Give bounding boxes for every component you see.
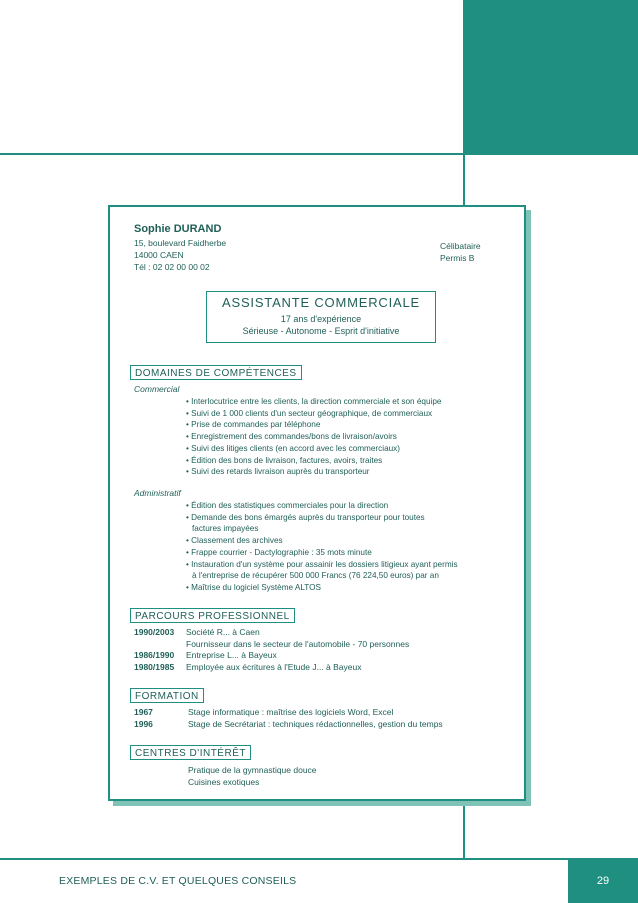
list-item: • Demande des bons émargés auprès du transporteur pour toutes: [186, 512, 425, 522]
cv-address: [134, 237, 226, 273]
entry-text: Société R... à Caen: [186, 627, 260, 637]
decorative-teal-block: [463, 0, 638, 153]
parcours-entry: [134, 627, 409, 673]
commercial-list: [186, 396, 441, 478]
entry-text: Fournisseur dans le secteur de l'automobile - 70 personnes: [186, 638, 410, 649]
list-item: • Prise de commandes par téléphone: [186, 420, 321, 430]
qualities: Sérieuse - Autonome - Esprit d'initiative: [242, 326, 400, 336]
list-item: • Suivi des retards livraison auprès du transporteur: [186, 467, 370, 477]
list-item: Pratique de la gymnastique douce: [188, 765, 317, 775]
list-item: à l'entreprise de récupérer 500 000 Francs (76 224,50 euros) par an: [192, 571, 439, 581]
list-item: • Interlocutrice entre les clients, la direction commerciale et son équipe: [186, 397, 442, 406]
entry-years: 1967: [134, 707, 153, 717]
section-heading-interets: CENTRES D'INTÉRÊT: [130, 745, 251, 760]
section-heading-competences: DOMAINES DE COMPÉTENCES: [130, 365, 302, 380]
entry-years: 1996: [134, 718, 153, 729]
entry-text: Employée aux écritures à l'Etude J... à Bayeux: [186, 661, 362, 672]
list-item: • Édition des statistiques commerciales pour la direction: [186, 501, 389, 510]
list-item: factures impayées: [192, 524, 259, 534]
list-item: • Instauration d'un système pour assainir les dossiers litigieux ayant permis: [186, 559, 458, 569]
title-box: [206, 291, 436, 343]
entry-text: Stage de Secrétariat : techniques rédactionnelles, gestion du temps: [188, 718, 443, 729]
entry-years: 1986/1990: [134, 650, 175, 660]
list-item: • Maîtrise du logiciel Système ALTOS: [186, 582, 321, 592]
list-item: • Suivi de 1 000 clients d'un secteur géographique, de commerciaux: [186, 408, 433, 418]
decorative-line-top: [0, 153, 638, 155]
interets-list: [188, 765, 317, 788]
cv-card: [108, 205, 526, 801]
entry-years: 1990/2003: [134, 627, 175, 637]
cv-status: [440, 240, 481, 264]
section-heading-parcours: PARCOURS PROFESSIONNEL: [130, 608, 295, 623]
footer-text: EXEMPLES DE C.V. ET QUELQUES CONSEILS: [59, 875, 297, 887]
formation-entries: [134, 707, 443, 730]
address-line: Tél : 02 02 00 00 02: [134, 262, 210, 272]
list-item: • Enregistrement des commandes/bons de livraison/avoirs: [186, 432, 397, 442]
list-item: • Suivi des litiges clients (en accord avec les commerciaux): [186, 443, 401, 453]
category-administratif: Administratif: [134, 488, 181, 498]
cv-name: Sophie DURAND: [134, 223, 222, 235]
page-number: 29: [596, 875, 610, 887]
entry-text: Entreprise L... à Bayeux: [186, 650, 277, 660]
list-item: • Classement des archives: [186, 536, 283, 546]
job-title: ASSISTANTE COMMERCIALE: [222, 295, 420, 310]
administratif-list: [186, 500, 458, 594]
list-item: • Édition des bons de livraison, factures, avoirs, traites: [186, 455, 383, 465]
category-commercial: Commercial: [134, 384, 180, 394]
entry-years: 1980/1985: [134, 661, 175, 672]
list-item: Cuisines exotiques: [188, 776, 260, 787]
list-item: • Frappe courrier - Dactylographie : 35 mots minute: [186, 547, 372, 557]
status-line: Permis B: [440, 253, 475, 263]
section-heading-formation: FORMATION: [130, 688, 204, 703]
status-line: Célibataire: [440, 241, 481, 251]
decorative-line-bottom: [0, 858, 638, 860]
address-line: 15, boulevard Faidherbe: [134, 238, 227, 248]
entry-text: Stage informatique : maîtrise des logiciels Word, Excel: [188, 707, 394, 717]
experience: 17 ans d'expérience: [280, 314, 362, 324]
address-line: 14000 CAEN: [134, 250, 184, 260]
